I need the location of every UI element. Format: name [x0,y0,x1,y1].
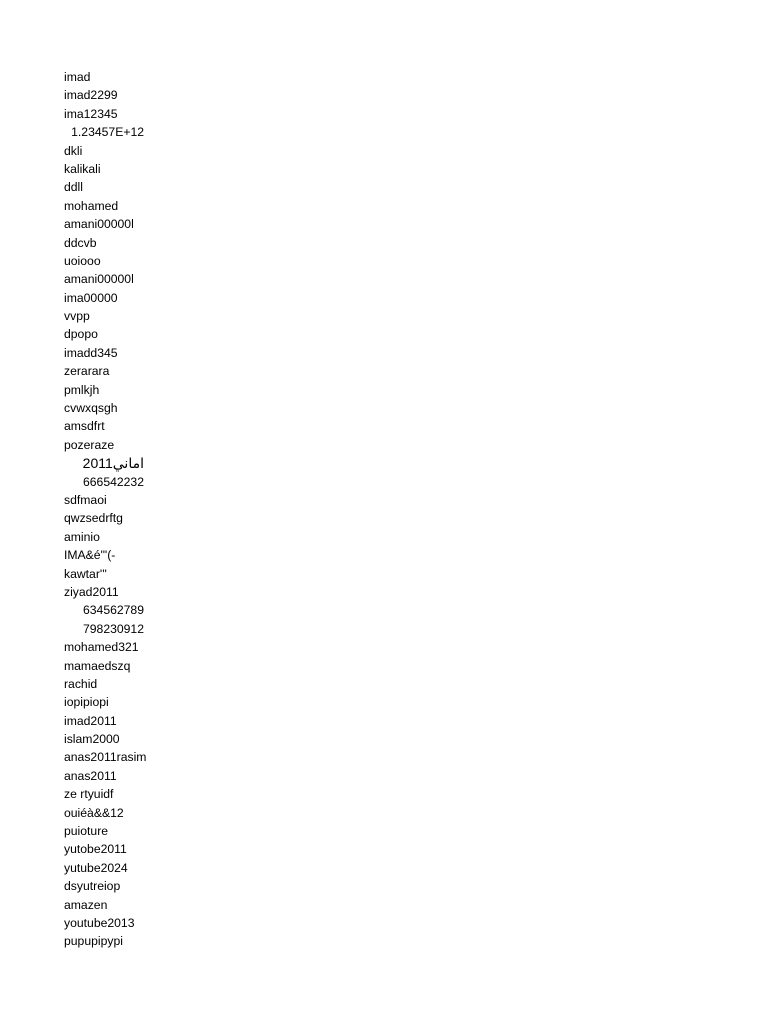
cell-row-17: zerarara [64,364,110,379]
spreadsheet-column [64,68,264,951]
cell-row-1: imad [64,70,91,84]
cell-row-28: kawtar''' [64,566,107,581]
cell-row-34: rachid [64,676,98,691]
cell-row-12: amani00000l [64,272,134,287]
cell-row-42: puioture [64,824,109,839]
cell-row-16: imadd345 [64,345,118,360]
cell-row-18: pmlkjh [64,382,100,397]
cell-row-39: anas2011 [64,768,117,783]
cell-row-46: amazen [64,897,108,912]
cell-row-29: ziyad2011 [64,584,119,599]
cell-row-32: mohamed321 [64,640,139,655]
cell-row-23: 666542232 [82,474,144,489]
cell-row-35: iopipiopi [64,695,109,710]
cell-row-33: mamaedszq [64,658,131,673]
cell-row-37: islam2000 [64,732,120,747]
cell-row-36: imad2011 [64,713,117,728]
cell-row-30: 634562789 [82,603,144,618]
cell-row-13: ima00000 [64,290,118,305]
cell-row-43: yutobe2011 [64,842,127,857]
cell-row-15: dpopo [64,327,98,342]
cell-row-5: dkli [64,143,83,158]
cell-row-3: ima12345 [64,106,118,121]
cell-row-9: amani00000l [64,217,134,232]
cell-row-31: 798230912 [82,621,144,636]
cell-row-10: ddcvb [64,235,97,250]
cell-row-38: anas2011rasim [64,750,147,765]
cell-row-7: ddll [64,180,83,195]
cell-row-48: pupupipypi [64,934,123,949]
cell-row-25: qwzsedrftg [64,511,123,526]
cell-row-4: 1.23457E+12 [71,125,144,140]
cell-row-11: uoiooo [64,253,101,268]
cell-row-41: ouiéà&&12 [64,805,124,820]
cell-row-47: youtube2013 [64,915,135,930]
cell-row-14: vvpp [64,309,90,324]
cell-row-8: mohamed [64,198,119,213]
cell-row-2: imad2299 [64,88,118,103]
cell-row-27: IMA&é"'(- [64,548,116,563]
cell-row-19: cvwxqsgh [64,401,118,416]
cell-row-6: kalikali [64,161,101,176]
cell-row-45: dsyutreiop [64,879,121,894]
cell-row-21: pozeraze [64,437,115,452]
cell-row-20: amsdfrt [64,419,105,434]
cell-row-22: اماني2011 [82,455,144,472]
cell-row-24: sdfmaoi [64,492,107,507]
cell-row-40: ze rtyuidf [64,787,114,802]
cell-row-44: yutube2024 [64,860,128,875]
cell-row-26: aminio [64,529,100,544]
